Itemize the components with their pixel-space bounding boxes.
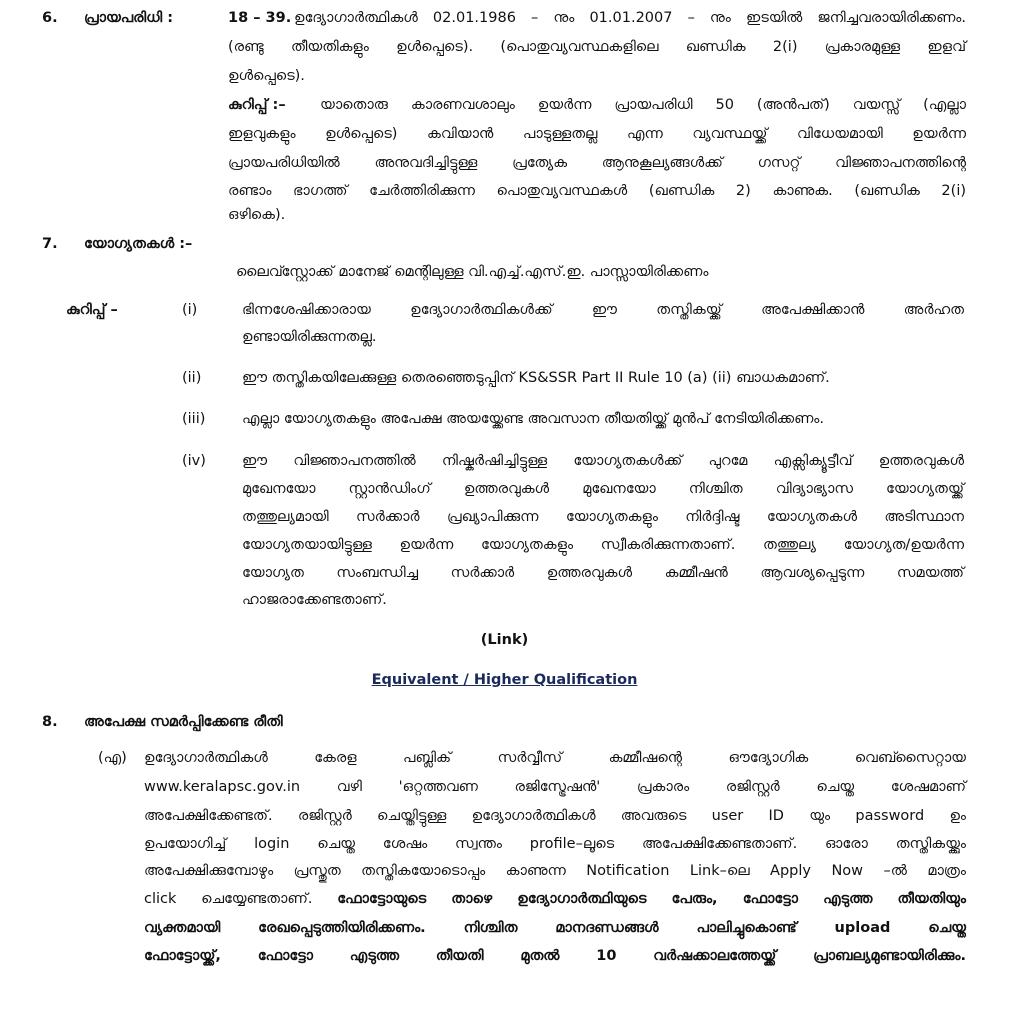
note-line: ഈ വിജ്ഞാപനത്തിൽ നിഷ്കർഷിച്ചിട്ടുള്ള യോഗ്യതകൾക്ക് പുറമേ എക്സിക്യൂട്ടീവ് ഉത്തരവുകൾ bbox=[242, 453, 964, 469]
qualification-note-label: കുറിപ്പ് – bbox=[66, 302, 118, 318]
application-item-number: (എ) bbox=[98, 750, 127, 766]
equivalent-qualification-link[interactable]: Equivalent / Higher Qualification bbox=[371, 672, 638, 688]
qualification-text: ലൈവ്സ്റ്റോക്ക് മാനേജ് മെന്റിലുള്ള വി.എച്ച്.എസ്.ഇ. പാസ്സായിരിക്കണം bbox=[236, 264, 709, 280]
age-line-2: (രണ്ടു തീയതികളും ഉൾപ്പെടെ). (പൊതുവ്യവസ്ഥകളിലെ ഖണ്ഡിക 2(i) പ്രകാരമുള്ള ഇളവ് bbox=[228, 39, 966, 55]
age-note-line-3: പ്രായപരിധിയിൽ അനുവദിച്ചിട്ടുള്ള പ്രത്യേക ആനുകൂല്യങ്ങൾക്ക് ഗസറ്റ് വിജ്ഞാപനത്തിന്റെ bbox=[228, 155, 966, 171]
section-6-number: 6. bbox=[42, 10, 58, 26]
application-line: അപേക്ഷിക്കേണ്ടത്. രജിസ്റ്റർ ചെയ്തിട്ടുള്ള ഉദ്യോഗാർത്ഥികൾ അവരുടെ user ID യും password ഉം bbox=[144, 808, 966, 824]
note-line: എല്ലാ യോഗ്യതകളും അപേക്ഷ അയയ്ക്കേണ്ട അവസാന തീയതിയ്ക്ക് മുൻപ് നേടിയിരിക്കണം. bbox=[242, 411, 824, 427]
application-line: ഉദ്യോഗാർത്ഥികൾ കേരള പബ്ലിക് സർവ്വീസ് കമ്മീഷന്റെ ഔദ്യോഗിക വെബ്സൈറ്റായ bbox=[144, 750, 966, 766]
note-line: യോഗ്യതയായിട്ടുള്ള ഉയർന്ന യോഗ്യതകളും സ്വീകരിക്കുന്നതാണ്. തത്തുല്യ യോഗ്യത/ഉയർന്ന bbox=[242, 537, 964, 553]
note-line: ഹാജരാക്കേണ്ടതാണ്. bbox=[242, 592, 387, 608]
application-line: ഉപയോഗിച്ച് login ചെയ്ത ശേഷം സ്വന്തം profile–ലൂടെ അപേക്ഷിക്കേണ്ടതാണ്. ഓരോ തസ്തികയ്ക്കും bbox=[144, 836, 966, 852]
application-bold-line: വ്യക്തമായി രേഖപ്പെടുത്തിയിരിക്കണം. നിശ്ചിത മാനദണ്ഡങ്ങൾ പാലിച്ചുകൊണ്ട് upload ചെയ്ത bbox=[144, 920, 966, 936]
link-label: (Link) bbox=[480, 632, 529, 648]
section-7-label: യോഗ്യതകൾ :– bbox=[84, 236, 193, 252]
age-line-1: ഉദ്യോഗാർത്ഥികൾ 02.01.1986 – നും 01.01.2007 – നും ഇടയിൽ ജനിച്ചവരായിരിക്കണം. bbox=[294, 10, 966, 26]
age-note-label: കുറിപ്പ് :– bbox=[228, 97, 286, 113]
application-line: അപേക്ഷിക്കുമ്പോഴും പ്രസ്തുത തസ്തികയോടൊപ്പം കാണുന്ന Notification Link–ലെ Apply Now –ൽ മാത്രം bbox=[144, 863, 966, 879]
note-line: ഭിന്നശേഷിക്കാരായ ഉദ്യോഗാർത്ഥികൾക്ക് ഈ തസ്തികയ്ക്ക് അപേക്ഷിക്കാൻ അർഹത bbox=[242, 302, 964, 318]
age-note-line-2: ഇളവുകളും ഉൾപ്പെടെ) കവിയാൻ പാടുള്ളതല്ല എന്ന വ്യവസ്ഥയ്ക്ക് വിധേയമായി ഉയർന്ന bbox=[228, 126, 966, 142]
note-number: (iii) bbox=[182, 411, 206, 427]
age-range: 18 – 39. bbox=[228, 10, 292, 26]
section-6-label: പ്രായപരിധി : bbox=[84, 10, 173, 26]
age-note-line-5: ഒഴികെ). bbox=[228, 207, 286, 223]
note-line: യോഗ്യത സംബന്ധിച്ച സർക്കാർ ഉത്തരവുകൾ കമ്മീഷൻ ആവശ്യപ്പെടുന്ന സമയത്ത് bbox=[242, 565, 964, 581]
section-8-label: അപേക്ഷ സമർപ്പിക്കേണ്ട രീതി bbox=[84, 714, 283, 730]
section-8-number: 8. bbox=[42, 714, 58, 730]
application-bold-line: ഫോട്ടോയ്ക്ക്, ഫോട്ടോ എടുത്ത തീയതി മുതൽ 10 വർഷക്കാലത്തേയ്ക്ക് പ്രാബല്യമുണ്ടായിരിക്കും. bbox=[144, 948, 966, 964]
note-line: ഉണ്ടായിരിക്കുന്നതല്ല. bbox=[242, 329, 377, 345]
age-note-line-1: യാതൊരു കാരണവശാലും ഉയർന്ന പ്രായപരിധി 50 (അൻപത്) വയസ്സ് (എല്ലാ bbox=[320, 97, 966, 113]
note-number: (iv) bbox=[182, 453, 206, 469]
note-number: (i) bbox=[182, 302, 198, 318]
section-7-number: 7. bbox=[42, 236, 58, 252]
note-number: (ii) bbox=[182, 370, 202, 386]
application-line: www.keralapsc.gov.in വഴി 'ഒറ്റത്തവണ രജിസ്ട്രേഷൻ' പ്രകാരം രജിസ്റ്റർ ചെയ്ത ശേഷമാണ് bbox=[144, 779, 966, 795]
age-note-line-4: രണ്ടാം ഭാഗത്ത് ചേർത്തിരിക്കുന്ന പൊതുവ്യവസ്ഥകൾ (ഖണ്ഡിക 2) കാണുക. (ഖണ്ഡിക 2(i) bbox=[228, 183, 966, 199]
application-mixed-line bbox=[144, 889, 966, 909]
note-line: തത്തുല്യമായി സർക്കാർ പ്രഖ്യാപിക്കുന്ന യോഗ്യതകളും നിർദ്ദിഷ്ട യോഗ്യതകൾ അടിസ്ഥാന bbox=[242, 509, 964, 525]
application-photo-bold-text: ഫോട്ടോയുടെ താഴെ ഉദ്യോഗാർത്ഥിയുടെ പേരും, ഫോട്ടോ എടുത്ത തീയതിയും bbox=[337, 891, 967, 907]
note-line: ഈ തസ്തികയിലേക്കുള്ള തെരഞ്ഞെടുപ്പിന് KS&SSR Part II Rule 10 (a) (ii) ബാധകമാണ്. bbox=[242, 370, 830, 386]
application-click-text: click ചെയ്യേണ്ടതാണ്. bbox=[144, 891, 313, 907]
age-line-3: ഉൾപ്പെടെ). bbox=[228, 68, 305, 84]
note-line: മുഖേനയോ സ്റ്റാൻഡിംഗ് ഉത്തരവുകൾ മുഖേനയോ നിശ്ചിത വിദ്യാഭ്യാസ യോഗ്യതയ്ക്ക് bbox=[242, 481, 964, 497]
